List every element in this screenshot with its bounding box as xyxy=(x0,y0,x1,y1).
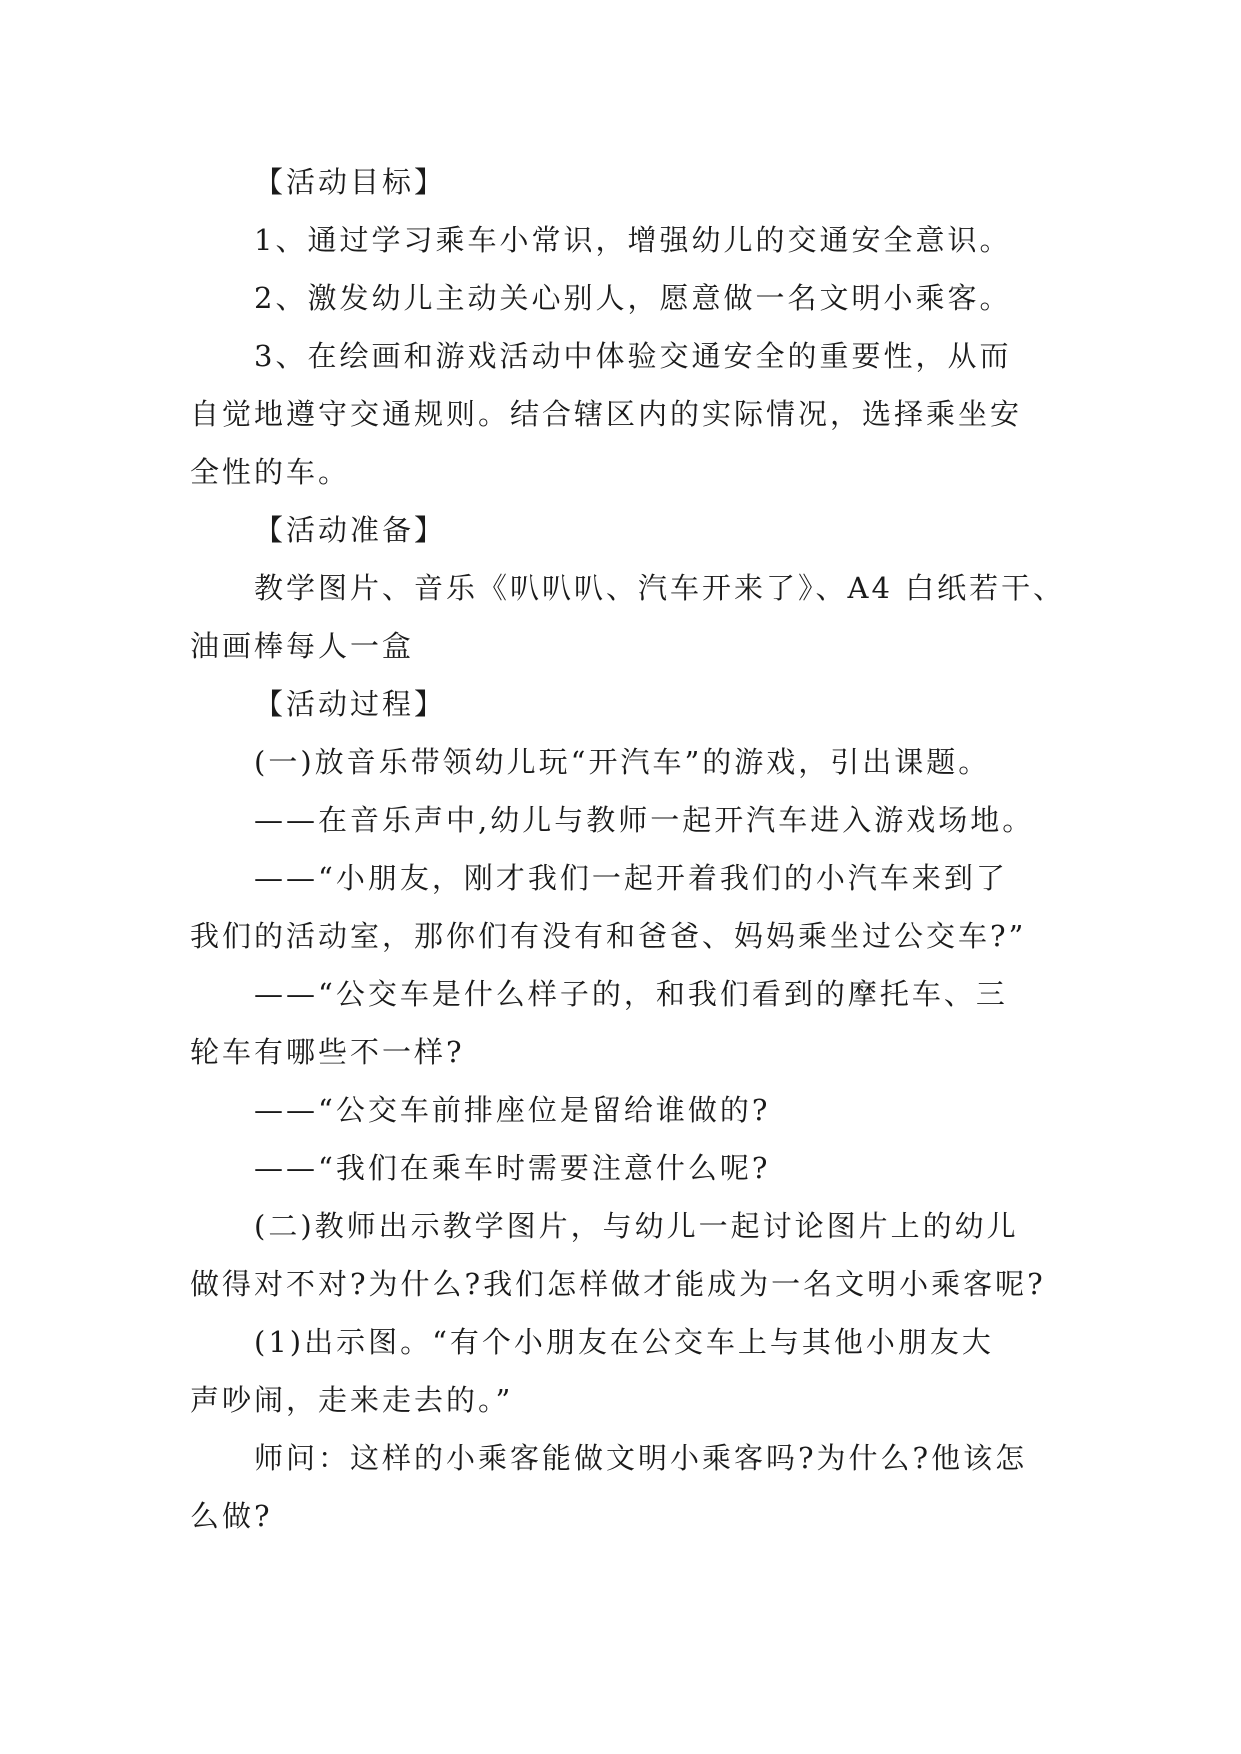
process-dialogue-2-line-2: 我们的活动室，那你们有没有和爸爸、妈妈乘坐过公交车?” xyxy=(190,919,1027,953)
process-dialogue-2-line-1: ——“小朋友，刚才我们一起开着我们的小汽车来到了 xyxy=(254,861,1008,895)
heading-activity-preparation: 【活动准备】 xyxy=(254,513,447,547)
teacher-question-line-2: 么做? xyxy=(190,1499,273,1533)
process-step-2-line-2: 做得对不对?为什么?我们怎样做才能成为一名文明小乘客呢? xyxy=(190,1267,1046,1301)
process-dialogue-5: ——“我们在乘车时需要注意什么呢? xyxy=(254,1151,771,1185)
process-dialogue-3-line-2: 轮车有哪些不一样? xyxy=(190,1035,465,1069)
goal-item-3-line-1: 3、在绘画和游戏活动中体验交通安全的重要性，从而 xyxy=(254,339,1012,373)
teacher-question-line-1: 师问：这样的小乘客能做文明小乘客吗?为什么?他该怎 xyxy=(254,1441,1028,1475)
process-dialogue-3-line-1: ——“公交车是什么样子的，和我们看到的摩托车、三 xyxy=(254,977,1008,1011)
goal-item-1: 1、通过学习乘车小常识，增强幼儿的交通安全意识。 xyxy=(254,223,1012,257)
goal-item-3-line-3: 全性的车。 xyxy=(190,455,351,489)
heading-activity-process: 【活动过程】 xyxy=(254,687,447,721)
process-step-1: (一)放音乐带领幼儿玩“开汽车”的游戏，引出课题。 xyxy=(254,745,991,779)
preparation-line-1: 教学图片、音乐《叭叭叭、汽车开来了》、A4 白纸若干、 xyxy=(254,571,1066,605)
goal-item-2: 2、激发幼儿主动关心别人，愿意做一名文明小乘客。 xyxy=(254,281,1012,315)
goal-item-3-line-2: 自觉地遵守交通规则。结合辖区内的实际情况，选择乘坐安 xyxy=(190,397,1023,431)
process-dialogue-4: ——“公交车前排座位是留给谁做的? xyxy=(254,1093,771,1127)
heading-activity-goals: 【活动目标】 xyxy=(254,165,447,199)
document-body xyxy=(190,153,1070,1545)
process-dialogue-1: ——在音乐声中,幼儿与教师一起开汽车进入游戏场地。 xyxy=(254,803,1035,837)
process-picture-1-line-1: (1)出示图。“有个小朋友在公交车上与其他小朋友大 xyxy=(254,1325,994,1359)
preparation-line-2: 油画棒每人一盒 xyxy=(190,629,415,663)
process-picture-1-line-2: 声吵闹，走来走去的。” xyxy=(190,1383,514,1417)
process-step-2-line-1: (二)教师出示教学图片，与幼儿一起讨论图片上的幼儿 xyxy=(254,1209,1019,1243)
